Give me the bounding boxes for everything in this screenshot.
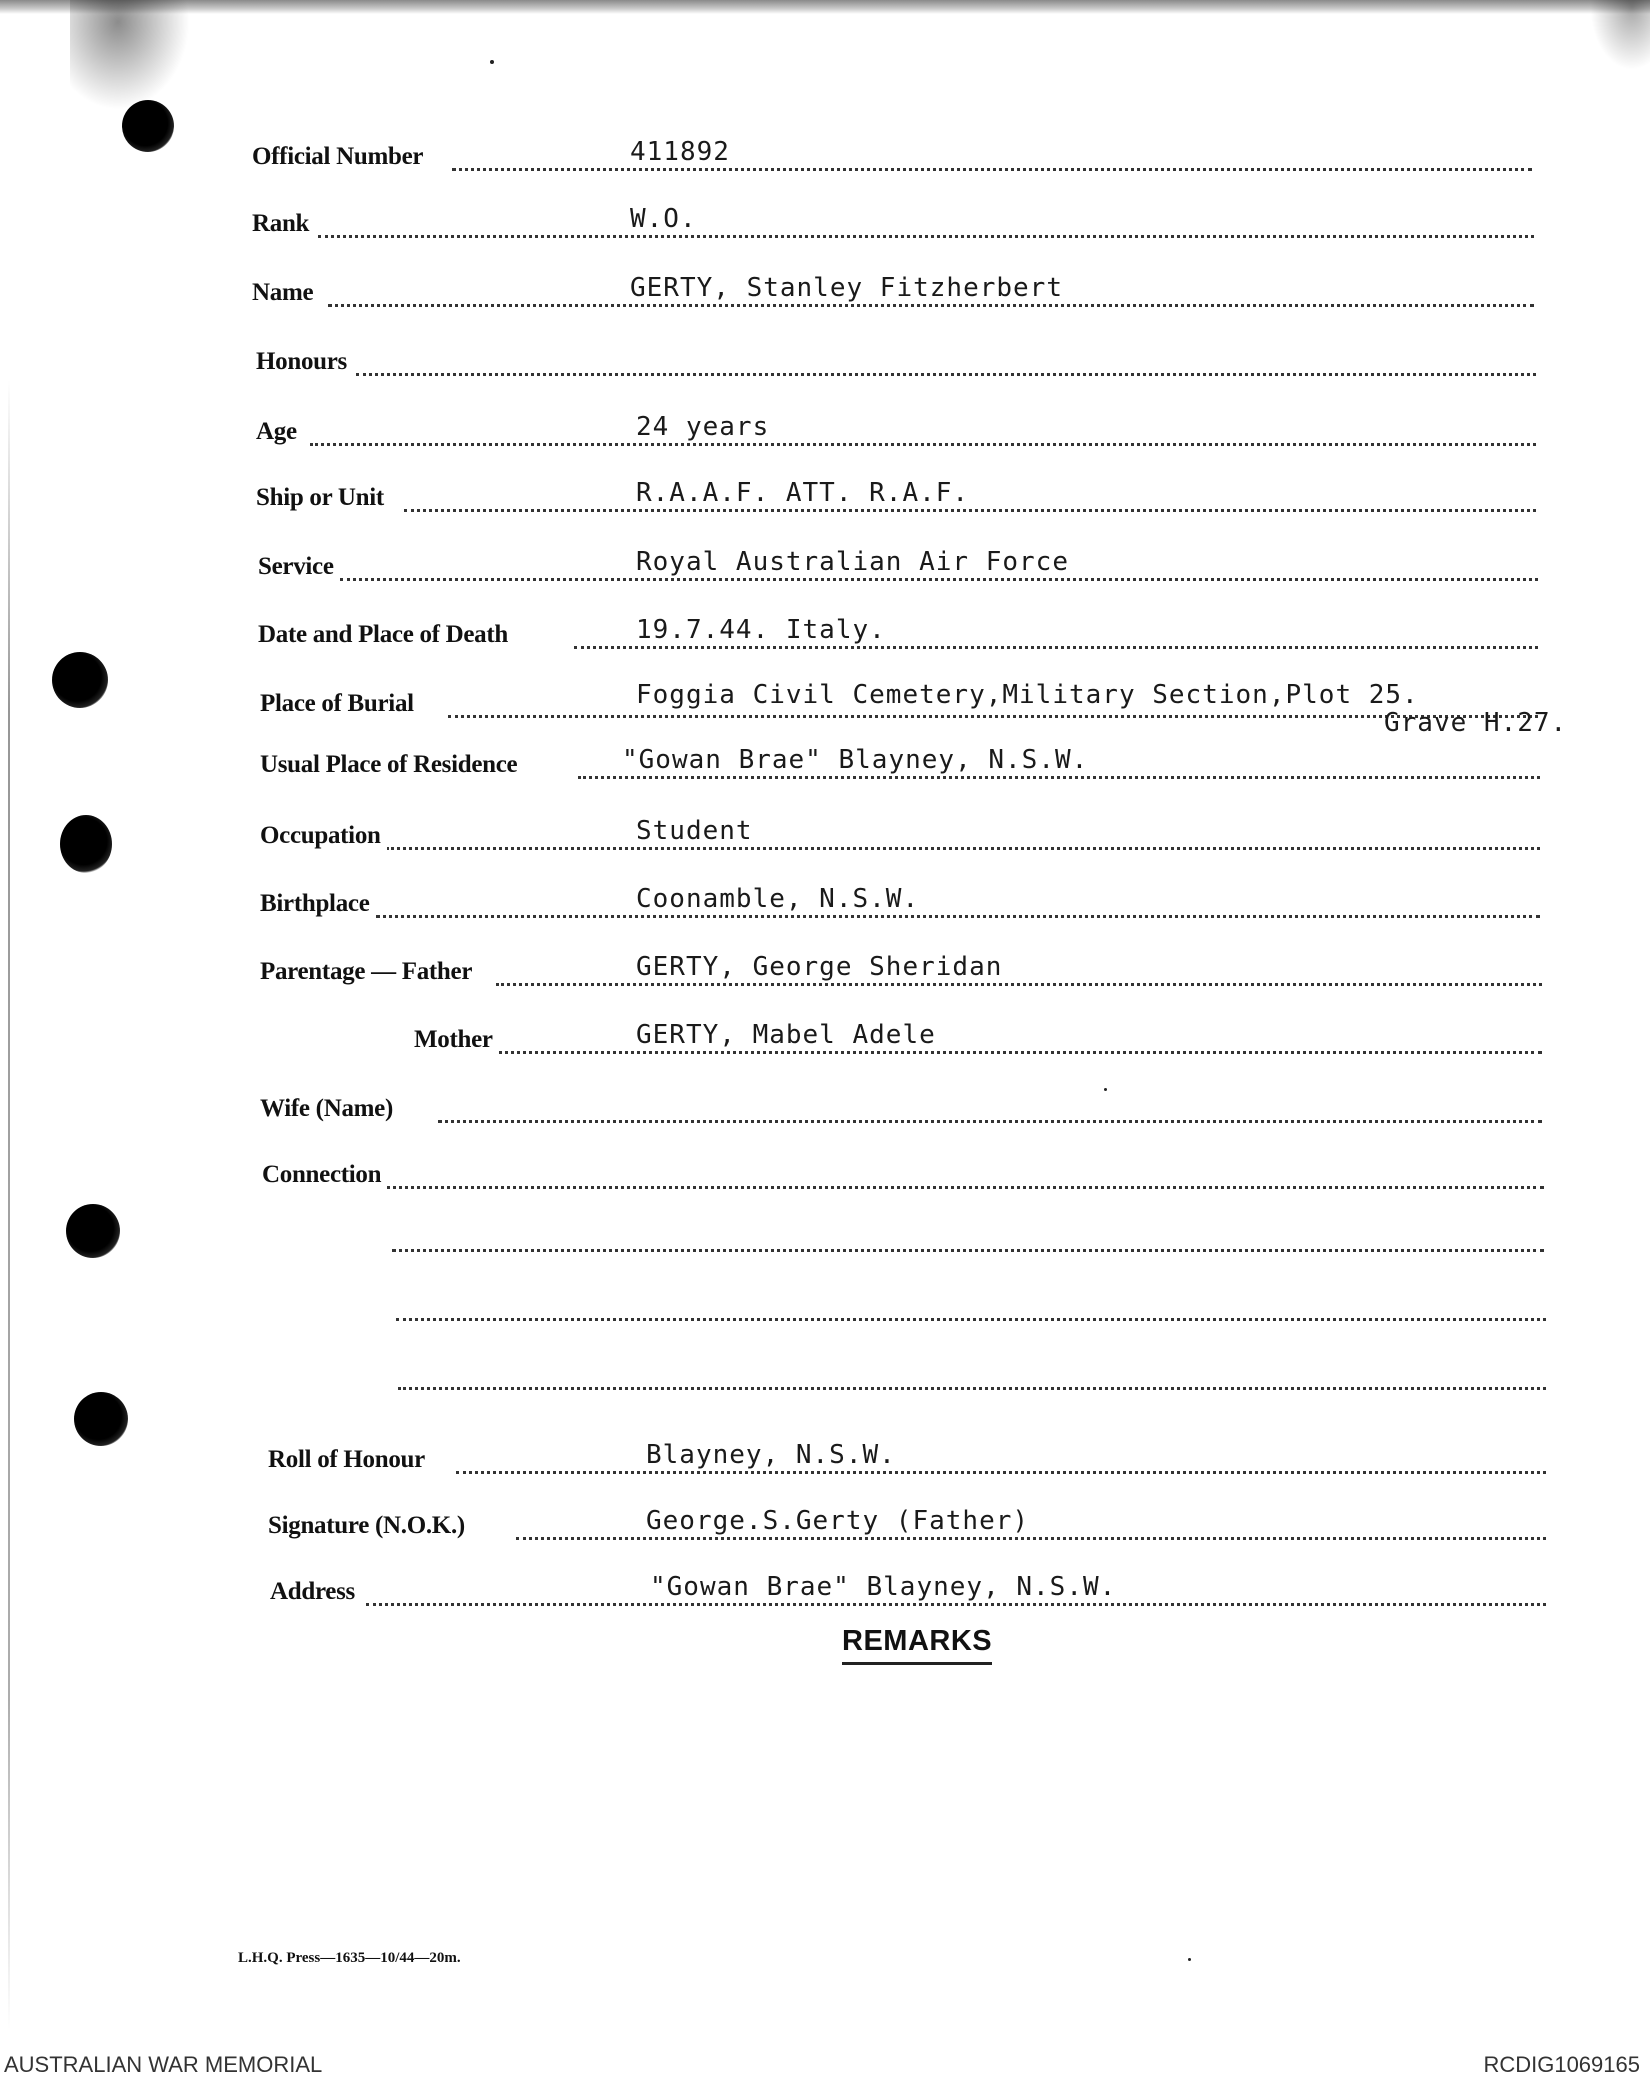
field-parentage-father — [0, 948, 1650, 994]
field-value: 24 years — [636, 412, 770, 442]
dotted-line — [318, 229, 1534, 238]
field-wife-name — [0, 1085, 1650, 1131]
field-value: Foggia Civil Cemetery,Military Section,Plot 25. — [636, 680, 1419, 710]
field-birthplace — [0, 880, 1650, 926]
field-label: Address — [270, 1578, 361, 1606]
field-service — [0, 543, 1650, 589]
field-label: Mother — [414, 1026, 499, 1054]
dotted-line — [404, 503, 1536, 512]
field-value: Coonamble, N.S.W. — [636, 884, 920, 914]
field-label: Place of Burial — [260, 690, 420, 718]
field-occupation — [0, 812, 1650, 858]
remarks-heading: REMARKS — [842, 1625, 992, 1665]
footer-reference-id: RCDIG1069165 — [1483, 2052, 1640, 2077]
field-label: Official Number — [252, 143, 429, 171]
field-parentage-mother — [0, 1016, 1650, 1062]
field-label: Roll of Honour — [268, 1446, 431, 1474]
field-value: 19.7.44. Italy. — [636, 615, 886, 645]
field-label: Age — [256, 418, 303, 446]
field-value: Royal Australian Air Force — [636, 547, 1069, 577]
field-label: Signature (N.O.K.) — [268, 1512, 471, 1540]
dotted-line — [456, 1465, 1546, 1474]
field-label: Usual Place of Residence — [260, 751, 523, 779]
field-label: Date and Place of Death — [258, 621, 514, 649]
field-signature-nok — [0, 1502, 1650, 1548]
field-name — [0, 269, 1650, 315]
field-label: Service — [258, 553, 340, 581]
blank-line — [0, 1214, 1650, 1260]
scan-corner-shadow — [70, 0, 190, 110]
field-value: GERTY, George Sheridan — [636, 952, 1003, 982]
field-value: R.A.A.F. ATT. R.A.F. — [636, 478, 970, 508]
field-value: GERTY, Mabel Adele — [636, 1020, 936, 1050]
field-label: Ship or Unit — [256, 484, 390, 512]
field-address — [0, 1568, 1650, 1614]
blank-line — [0, 1352, 1650, 1398]
dotted-line — [398, 1381, 1546, 1390]
field-label: Wife (Name) — [260, 1095, 399, 1123]
field-usual-place-of-residence — [0, 741, 1650, 787]
field-official-number — [0, 133, 1650, 179]
field-label: Name — [252, 279, 319, 307]
dotted-line — [392, 1243, 1544, 1252]
field-label: Parentage — Father — [260, 958, 478, 986]
field-value: GERTY, Stanley Fitzherbert — [630, 273, 1063, 303]
field-date-place-of-death — [0, 611, 1650, 657]
field-value: "Gowan Brae" Blayney, N.S.W. — [622, 745, 1089, 775]
field-connection — [0, 1151, 1650, 1197]
field-honours — [0, 338, 1650, 384]
dotted-line — [438, 1114, 1542, 1123]
footer-archive-name: AUSTRALIAN WAR MEMORIAL — [4, 2052, 323, 2077]
scan-edge-shadow — [0, 0, 1650, 14]
field-label: Occupation — [260, 822, 387, 850]
field-label: Honours — [256, 348, 353, 376]
printer-imprint: L.H.Q. Press—1635—10/44—20m. — [238, 1950, 461, 1966]
field-roll-of-honour — [0, 1436, 1650, 1482]
scan-speck — [1188, 1958, 1191, 1961]
field-value: Blayney, N.S.W. — [646, 1440, 896, 1470]
field-age — [0, 408, 1650, 454]
field-value: 411892 — [630, 137, 730, 167]
blank-line — [0, 1283, 1650, 1329]
field-value: "Gowan Brae" Blayney, N.S.W. — [650, 1572, 1117, 1602]
dotted-line — [386, 841, 1540, 850]
field-label: Connection — [262, 1161, 387, 1189]
dotted-line — [386, 1180, 1544, 1189]
dotted-line — [356, 367, 1536, 376]
dotted-line — [448, 709, 1538, 718]
dotted-line — [310, 437, 1536, 446]
scan-speck — [490, 60, 494, 64]
dotted-line — [396, 1312, 1546, 1321]
field-ship-or-unit — [0, 474, 1650, 520]
field-value: George.S.Gerty (Father) — [646, 1506, 1030, 1536]
field-value: Student — [636, 816, 753, 846]
field-label: Rank — [252, 210, 315, 238]
dotted-line — [376, 909, 1540, 918]
dotted-line — [452, 162, 1532, 171]
field-rank — [0, 200, 1650, 246]
field-value-continued: Grave H.27. — [1384, 708, 1568, 738]
scan-corner-shadow — [1590, 0, 1650, 70]
field-value: W.O. — [630, 204, 697, 234]
field-label: Birthplace — [260, 890, 376, 918]
